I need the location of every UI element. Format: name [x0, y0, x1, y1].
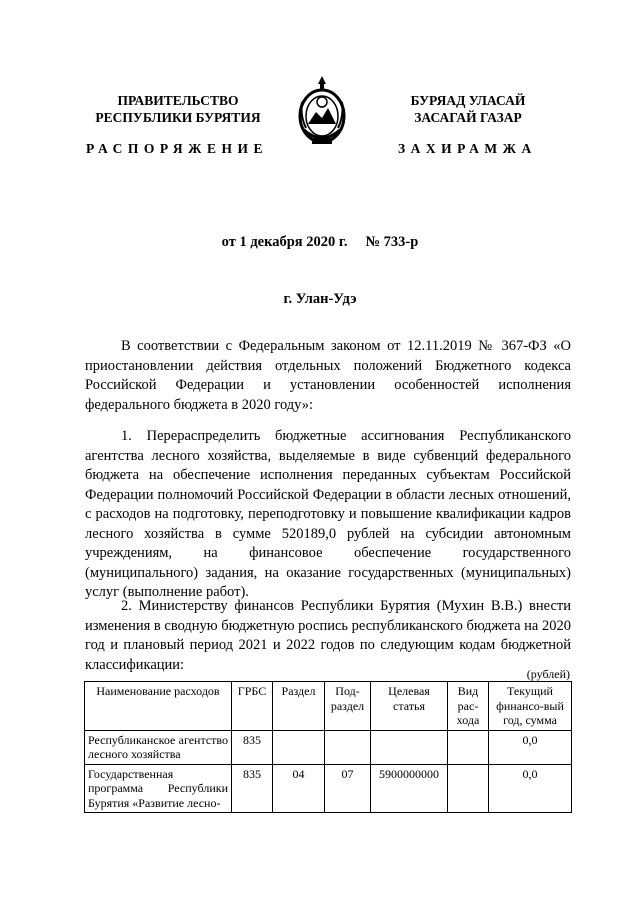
clause-1-paragraph: 1. Перераспределить бюджетные ассигнования Республиканского агентства лесного хозяйства, выделяемые в виде субвенций федерального бюджета на обеспечение исполнения переданных субъектам Российской Федерации полномочий Российской Федерации в области лесных отношений, с расходов на подготовку, переподготовку и повышение квалификации кадров лесного хозяйства в сумме 520189,0 рублей на субсидии автономным учреждениям, на финансовое обеспечение государственного (муниципального) задания, на оказание государственных (муниципальных) услуг (выполнение работ).	[85, 428, 571, 600]
cell-target: 5900000000	[371, 764, 448, 813]
government-header-ru	[78, 92, 278, 126]
cell-grbs: 835	[232, 764, 273, 813]
table-row	[85, 730, 572, 764]
decree-number: № 733-р	[365, 234, 419, 250]
cell-type	[448, 730, 489, 764]
budget-table	[84, 681, 572, 813]
cell-name: Республиканское агентство лесного хозяйства	[85, 730, 232, 764]
cell-target	[371, 730, 448, 764]
government-header-ru-line1: ПРАВИТЕЛЬСТВО	[117, 93, 239, 108]
dateline	[0, 234, 640, 251]
header-name: Наименование расходов	[85, 682, 232, 731]
cell-type	[448, 764, 489, 813]
cell-section: 04	[273, 764, 325, 813]
cell-current: 0,0	[489, 730, 572, 764]
header-subsection: Под-раздел	[325, 682, 371, 731]
city: г. Улан-Удэ	[283, 291, 357, 307]
buryatia-coat-of-arms-icon	[296, 72, 348, 148]
cell-grbs: 835	[232, 730, 273, 764]
government-header-bua-line1: БУРЯАД УЛАСАЙ	[410, 93, 526, 108]
header-grbs: ГРБС	[232, 682, 273, 731]
cell-current: 0,0	[489, 764, 572, 813]
cell-subsection: 07	[325, 764, 371, 813]
government-header-bua-line2: ЗАСАГАЙ ГАЗАР	[414, 110, 522, 125]
government-header-ru-line2: РЕСПУБЛИКИ БУРЯТИЯ	[95, 110, 261, 125]
table-header-row	[85, 682, 572, 731]
decree-date: от 1 декабря 2020 г.	[221, 234, 348, 250]
cell-subsection	[325, 730, 371, 764]
table-row	[85, 764, 572, 813]
decree-title-ru: РАСПОРЯЖЕНИЕ	[86, 141, 269, 156]
clause-2-paragraph: 2. Министерству финансов Республики Бурятия (Мухин В.В.) внести изменения в сводную бюджетную роспись республиканского бюджета на 2020 год и плановый период 2021 и 2022 годов по следующим кодам бюджетной классификации:	[85, 598, 571, 673]
preamble-paragraph: В соответствии с Федеральным законом от 12.11.2019 № 367-ФЗ «О приостановлении действия отдельных положений Бюджетного кодекса Российской Федерации и установлении особенностей исполнения федерального бюджета в 2020 году»:	[85, 338, 571, 413]
cell-name: Государственная программа Республики Бурятия «Развитие лесно-	[85, 764, 232, 813]
decree-title-bua: ЗАХИРАМЖА	[398, 141, 537, 156]
header-current: Текущий финансо-вый год, сумма	[489, 682, 572, 731]
table-unit: (рублей)	[526, 667, 570, 681]
government-header-bua	[368, 92, 568, 126]
header-section: Раздел	[273, 682, 325, 731]
cell-section	[273, 730, 325, 764]
header-target: Целевая статья	[371, 682, 448, 731]
header-type: Вид рас-хода	[448, 682, 489, 731]
